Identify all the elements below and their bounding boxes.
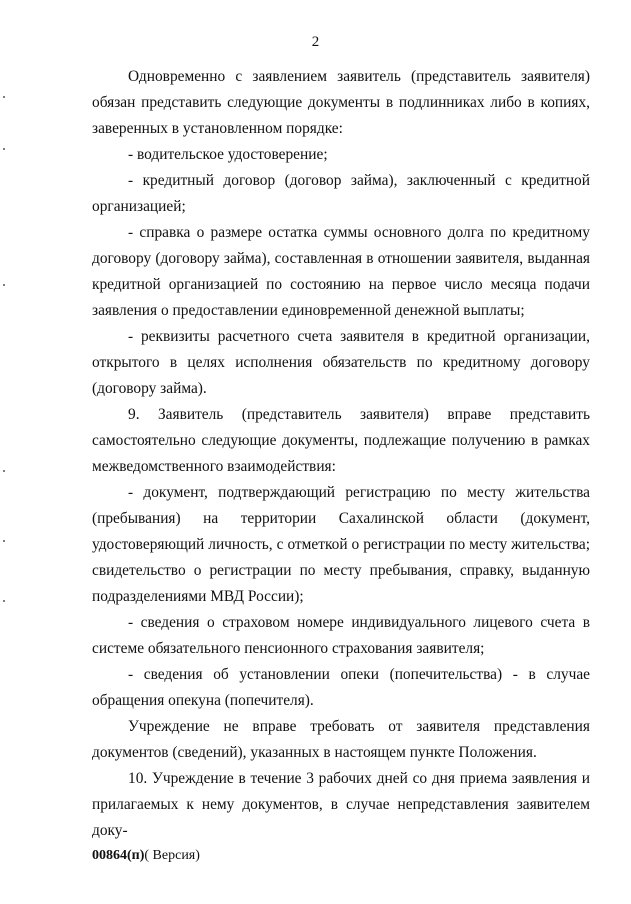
page-number: 2 xyxy=(311,34,320,50)
paragraph: 9. Заявитель (представитель заявителя) вправе представить самостоятельно следующие документы, подлежащие получению в рамках межведомственного взаимодействия: xyxy=(92,406,590,475)
paragraph: - справка о размере остатка суммы основного долга по кредитному договору (договору займа), составленная в отношении заявителя, выданная кредитной организацией по состоянию на первое число месяца подачи заявления о предоставлении единовременной денежной выплаты; xyxy=(92,224,590,319)
paragraph: Одновременно с заявлением заявитель (представитель заявителя) обязан представить следующие документы в подлинниках либо в копиях, заверенных в установленном порядке: xyxy=(92,68,590,137)
document-footer xyxy=(92,848,200,864)
paragraph: - водительское удостоверение; xyxy=(128,146,328,163)
document-body xyxy=(92,64,590,844)
scan-margin-marks xyxy=(0,0,10,904)
paragraph: Учреждение не вправе требовать от заявителя представления документов (сведений), указанных в настоящем пункте Положения. xyxy=(92,718,590,761)
document-code: 00864(п) xyxy=(92,848,145,863)
paragraph: - реквизиты расчетного счета заявителя в кредитной организации, открытого в целях исполнения обязательств по кредитному договору (договору займа). xyxy=(92,328,590,397)
paragraph: - сведения об установлении опеки (попечительства) - в случае обращения опекуна (попечителя). xyxy=(92,666,590,709)
document-version: ( Версия) xyxy=(144,848,200,863)
paragraph: - кредитный договор (договор займа), заключенный с кредитной организацией; xyxy=(92,172,590,215)
paragraph: - документ, подтверждающий регистрацию по месту жительства (пребывания) на территории Сахалинской области (документ, удостоверяющий личность, с отметкой о регистрации по месту жительства; свидетельство о регистрации по месту пребывания, справку, выданную подразделениями МВД России); xyxy=(92,484,590,605)
paragraph: 10. Учреждение в течение 3 рабочих дней со дня приема заявления и прилагаемых к нему документов, в случае непредставления заявителем доку- xyxy=(92,770,590,839)
paragraph: - сведения о страховом номере индивидуального лицевого счета в системе обязательного пенсионного страхования заявителя; xyxy=(92,614,590,657)
